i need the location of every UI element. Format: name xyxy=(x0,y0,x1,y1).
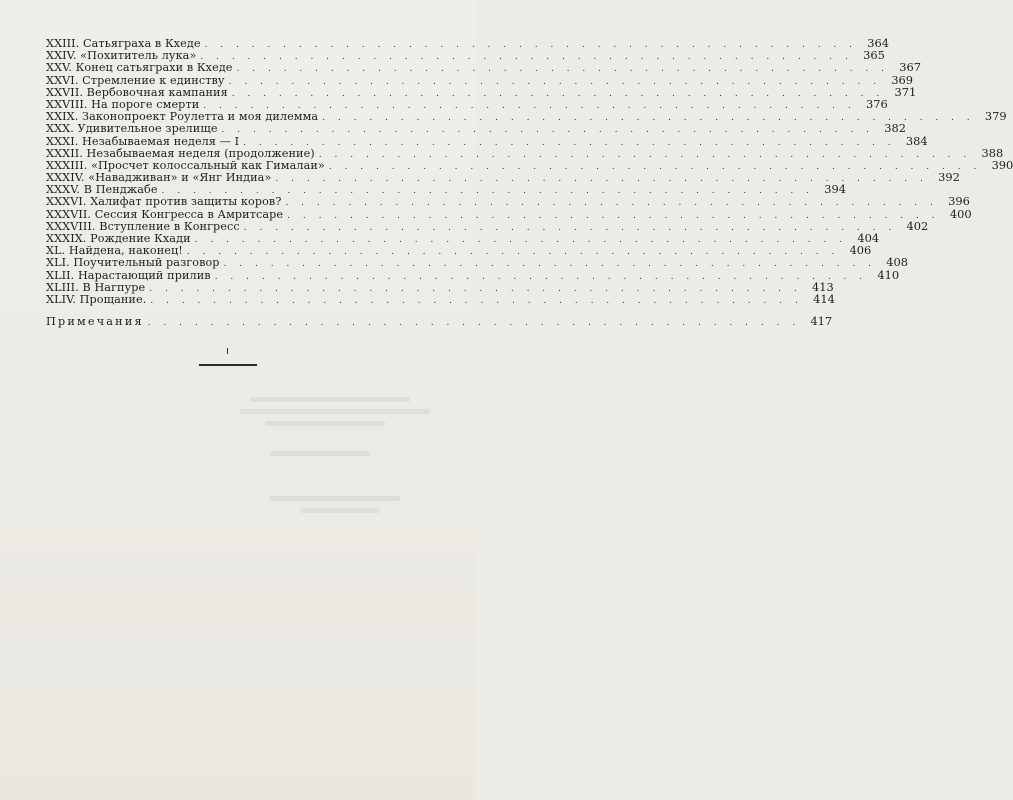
chapter-title: XXIX. Законопроект Роулетта и моя дилемма xyxy=(46,110,319,124)
chapter-title: XXIV. «Похититель лука» xyxy=(46,49,197,63)
dot-leader: . . . . . . . . . . . . . . . . . . . . . . . . . . . . . . . . . . . . . . . . . . xyxy=(275,174,928,185)
toc-entry[interactable] xyxy=(46,157,1013,172)
toc-entry[interactable] xyxy=(46,194,970,209)
toc-entry[interactable] xyxy=(46,72,914,87)
toc-entry[interactable] xyxy=(46,84,917,99)
page-number: 396 xyxy=(948,194,970,209)
toc-entry[interactable] xyxy=(46,206,972,221)
dot-leader: . . . . . . . . . . . . . . . . . . . . . . . . . . . . . . . . . . . . . . . . . . xyxy=(186,247,840,258)
chapter-title: XL. Найдена, наконец! xyxy=(46,244,183,258)
dot-leader: . . . . . . . . . . . . . . . . . . . . . . . . . . . . . . . . . . . . . . . . . . xyxy=(228,76,882,87)
page-number: 400 xyxy=(949,206,972,221)
chapter-title: XXXIII. «Просчет колоссальный как Гималаи» xyxy=(46,158,325,172)
toc-entry[interactable] xyxy=(46,255,909,270)
dot-leader: . . . . . . . . . . . . . . . . . . . . . . . . . . . . . . . . . . . . . . . . . . xyxy=(285,198,938,209)
page-number: 376 xyxy=(866,96,888,111)
dot-leader: . . . . . . . . . . . . . . . . . . . . . . . . . . . . . . . . . . . . . . . . . . xyxy=(236,64,889,75)
chapter-title: XXXI. Незабываемая неделя — I xyxy=(46,134,240,148)
toc-entry[interactable] xyxy=(46,96,888,111)
chapter-title: XXVI. Стремление к единству xyxy=(46,73,225,87)
chapter-title: XXXVIII. Вступление в Конгресс xyxy=(46,219,240,233)
toc-entry[interactable] xyxy=(46,48,885,63)
toc-entry[interactable] xyxy=(46,267,900,282)
dot-leader: . . . . . . . . . . . . . . . . . . . . . . . . . . . . . . . . . . . . . . . . . . xyxy=(221,125,874,136)
page-number: 417 xyxy=(810,314,833,329)
page-number: 394 xyxy=(824,182,846,197)
page-number: 371 xyxy=(894,84,917,99)
dot-leader: . . . . . . . . . . . . . . . . . . . . . . . . . . . . . . . . . . . . . . . . . . xyxy=(322,113,975,124)
chapter-title: XXXV. В Пенджабе xyxy=(46,183,158,197)
dot-leader: . . . . . . . . . . . . . . . . . . . . . . . . . . . . . . . . . . . . . . . . . . xyxy=(204,40,858,50)
dot-leader: . . . . . . . . . . . . . . . . . . . . . . . . . . . . . . . . . . . . . . . . . . xyxy=(147,318,801,329)
dot-leader: . . . . . . . . . . . . . . . . . . . . . . . . . . . . . . . . . . . . . . . . . . xyxy=(150,295,803,306)
dot-leader: . . . . . . . . . . . . . . . . . . . . . . . . . . . . . . . . . . . . . . . . . . xyxy=(214,271,868,282)
chapter-title: XLI. Поучительный разговор xyxy=(46,256,220,270)
toc-entry[interactable] xyxy=(46,60,921,75)
end-rule-divider xyxy=(199,364,257,366)
chapter-title: XXV. Конец сатьяграхи в Кхеде xyxy=(46,61,233,75)
page-number: 369 xyxy=(891,72,914,87)
dot-leader: . . . . . . . . . . . . . . . . . . . . . . . . . . . . . . . . . . . . . . . . . . xyxy=(200,52,853,63)
dot-leader: . . . . . . . . . . . . . . . . . . . . . . . . . . . . . . . . . . . . . . . . . . xyxy=(231,88,885,99)
chapter-title: XXXVII. Сессия Конгресса в Амритсаре xyxy=(46,207,284,221)
page-number: 388 xyxy=(981,145,1004,160)
table-of-contents xyxy=(46,36,1013,329)
chapter-title: XXXIX. Рождение Кхади xyxy=(46,232,191,245)
dot-leader: . . . . . . . . . . . . . . . . . . . . . . . . . . . . . . . . . . . . . . . . . . xyxy=(223,259,877,270)
chapter-title: XXVII. Вербовочная кампания xyxy=(46,85,228,99)
page-number: 392 xyxy=(938,170,960,185)
dot-leader: . . . . . . . . . . . . . . . . . . . . . . . . . . . . . . . . . . . . . . . . . . xyxy=(243,137,896,148)
chapter-title: XXXIV. «Навадживан» и «Янг Индиа» xyxy=(46,171,272,185)
toc-entry[interactable] xyxy=(46,121,906,136)
chapter-title: XLII. Нарастающий прилив xyxy=(46,268,211,282)
toc-entry[interactable] xyxy=(46,133,928,148)
toc-entry[interactable] xyxy=(46,291,835,306)
dot-leader: . . . . . . . . . . . . . . . . . . . . . . . . . . . . . . . . . . . . . . . . . . xyxy=(149,283,802,294)
page-number: 379 xyxy=(984,109,1007,124)
toc-entry[interactable] xyxy=(46,231,880,245)
chapter-title: XXXVI. Халифат против защиты коров? xyxy=(46,195,282,209)
toc-entry[interactable] xyxy=(46,145,1004,160)
toc-entry-notes[interactable] xyxy=(46,314,833,329)
page-number: 404 xyxy=(857,231,880,245)
page-number: 408 xyxy=(886,255,909,270)
page-number: 364 xyxy=(867,36,890,50)
page-number: 382 xyxy=(884,121,906,136)
dot-leader: . . . . . . . . . . . . . . . . . . . . . . . . . . . . . . . . . . . . . . . . . . xyxy=(318,149,972,160)
chapter-title: XXVIII. На пороге смерти xyxy=(46,97,200,111)
page-number: 414 xyxy=(813,291,835,306)
page-number: 384 xyxy=(905,133,928,148)
chapter-title: XLIV. Прощание. xyxy=(46,292,147,306)
dot-leader: . . . . . . . . . . . . . . . . . . . . . . . . . . . . . . . . . . . . . . . . . . xyxy=(328,161,982,172)
toc-entry[interactable] xyxy=(46,218,929,233)
printer-mark xyxy=(227,348,228,354)
dot-leader: . . . . . . . . . . . . . . . . . . . . . . . . . . . . . . . . . . . . . . . . . . xyxy=(161,186,814,197)
toc-entry[interactable] xyxy=(46,109,1007,124)
page-number: 390 xyxy=(991,157,1013,172)
toc-entry[interactable] xyxy=(46,182,846,197)
page-number: 406 xyxy=(849,243,872,258)
toc-entry[interactable] xyxy=(46,279,834,294)
chapter-title: XXIII. Сатьяграха в Кхеде xyxy=(46,37,201,50)
toc-entry[interactable] xyxy=(46,170,960,185)
dot-leader: . . . . . . . . . . . . . . . . . . . . . . . . . . . . . . . . . . . . . . . . . . xyxy=(243,222,897,233)
chapter-title: XLIII. В Нагпуре xyxy=(46,280,146,294)
dot-leader: . . . . . . . . . . . . . . . . . . . . . . . . . . . . . . . . . . . . . . . . . . xyxy=(194,235,848,245)
dot-leader: . . . . . . . . . . . . . . . . . . . . . . . . . . . . . . . . . . . . . . . . . . xyxy=(287,210,940,221)
page-number: 413 xyxy=(811,279,834,294)
chapter-title: XXX. Удивительное зрелище xyxy=(46,122,218,136)
toc-entry[interactable] xyxy=(46,36,890,50)
chapter-title: XXXII. Незабываемая неделя (продолжение) xyxy=(46,146,315,160)
toc-entry[interactable] xyxy=(46,243,872,258)
notes-title: Примечания xyxy=(46,315,144,329)
page-number: 365 xyxy=(863,48,885,63)
dot-leader: . . . . . . . . . . . . . . . . . . . . . . . . . . . . . . . . . . . . . . . . . . xyxy=(203,100,856,111)
page-number: 410 xyxy=(877,267,900,282)
page-number: 402 xyxy=(906,218,929,233)
page-number: 367 xyxy=(899,60,921,75)
